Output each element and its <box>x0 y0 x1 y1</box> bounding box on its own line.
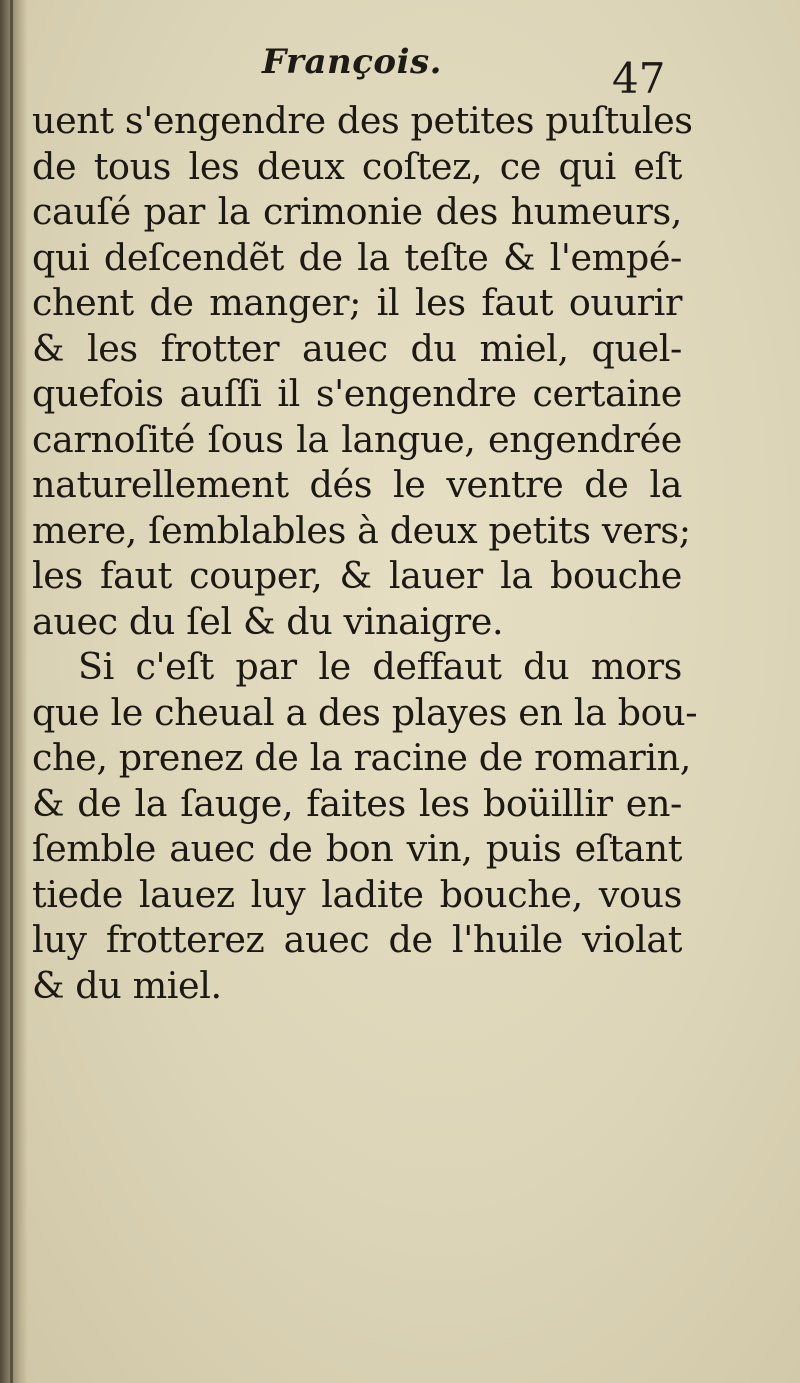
text-line: les faut couper, & lauer la bouche <box>32 554 682 597</box>
text-line: quefois auſſi il s'engendre certaine <box>32 372 682 415</box>
text-line: de tous les deux coſtez, ce qui eſt <box>32 144 682 188</box>
paragraph-2 <box>32 644 698 1008</box>
text-line: & les frotter auec du miel, quel- <box>32 326 682 370</box>
text-line: carnoſité ſous la langue, engendrée <box>32 417 682 461</box>
text-line: ſemble auec de bon vin, puis eſtant <box>32 827 682 870</box>
text-line: naturellement dés le ventre de la <box>32 463 682 506</box>
text-line: auec du ſel & du vinaigre. <box>32 599 504 643</box>
text-line: qui deſcendẽt de la teſte & l'empé- <box>32 235 682 279</box>
body-text <box>32 98 698 1008</box>
binding-edge <box>10 0 13 1383</box>
text-line: que le cheual a des playes en la bou- <box>32 690 698 734</box>
text-line: chent de manger; il les faut ouurir <box>32 281 682 324</box>
text-line: cauſé par la crimonie des humeurs, <box>32 190 682 233</box>
page-gutter-shadow <box>0 0 28 1383</box>
page-number: 47 <box>612 54 666 103</box>
text-line: luy frotterez auec de l'huile violat <box>32 918 682 961</box>
text-line: che, prenez de la racine de romarin, <box>32 736 691 779</box>
text-line: mere, ſemblables à deux petits vers; <box>32 508 691 552</box>
text-line: tiede lauez luy ladite bouche, vous <box>32 872 682 916</box>
paragraph-1 <box>32 98 693 644</box>
text-line: & de la ſauge, faites les boüillir en- <box>32 781 682 825</box>
text-line: Si c'eſt par le deffaut du mors <box>78 645 682 688</box>
text-line: uent s'engendre des petites puſtules <box>32 99 693 142</box>
text-line: & du miel. <box>32 963 222 1007</box>
running-head: François. <box>262 42 442 82</box>
